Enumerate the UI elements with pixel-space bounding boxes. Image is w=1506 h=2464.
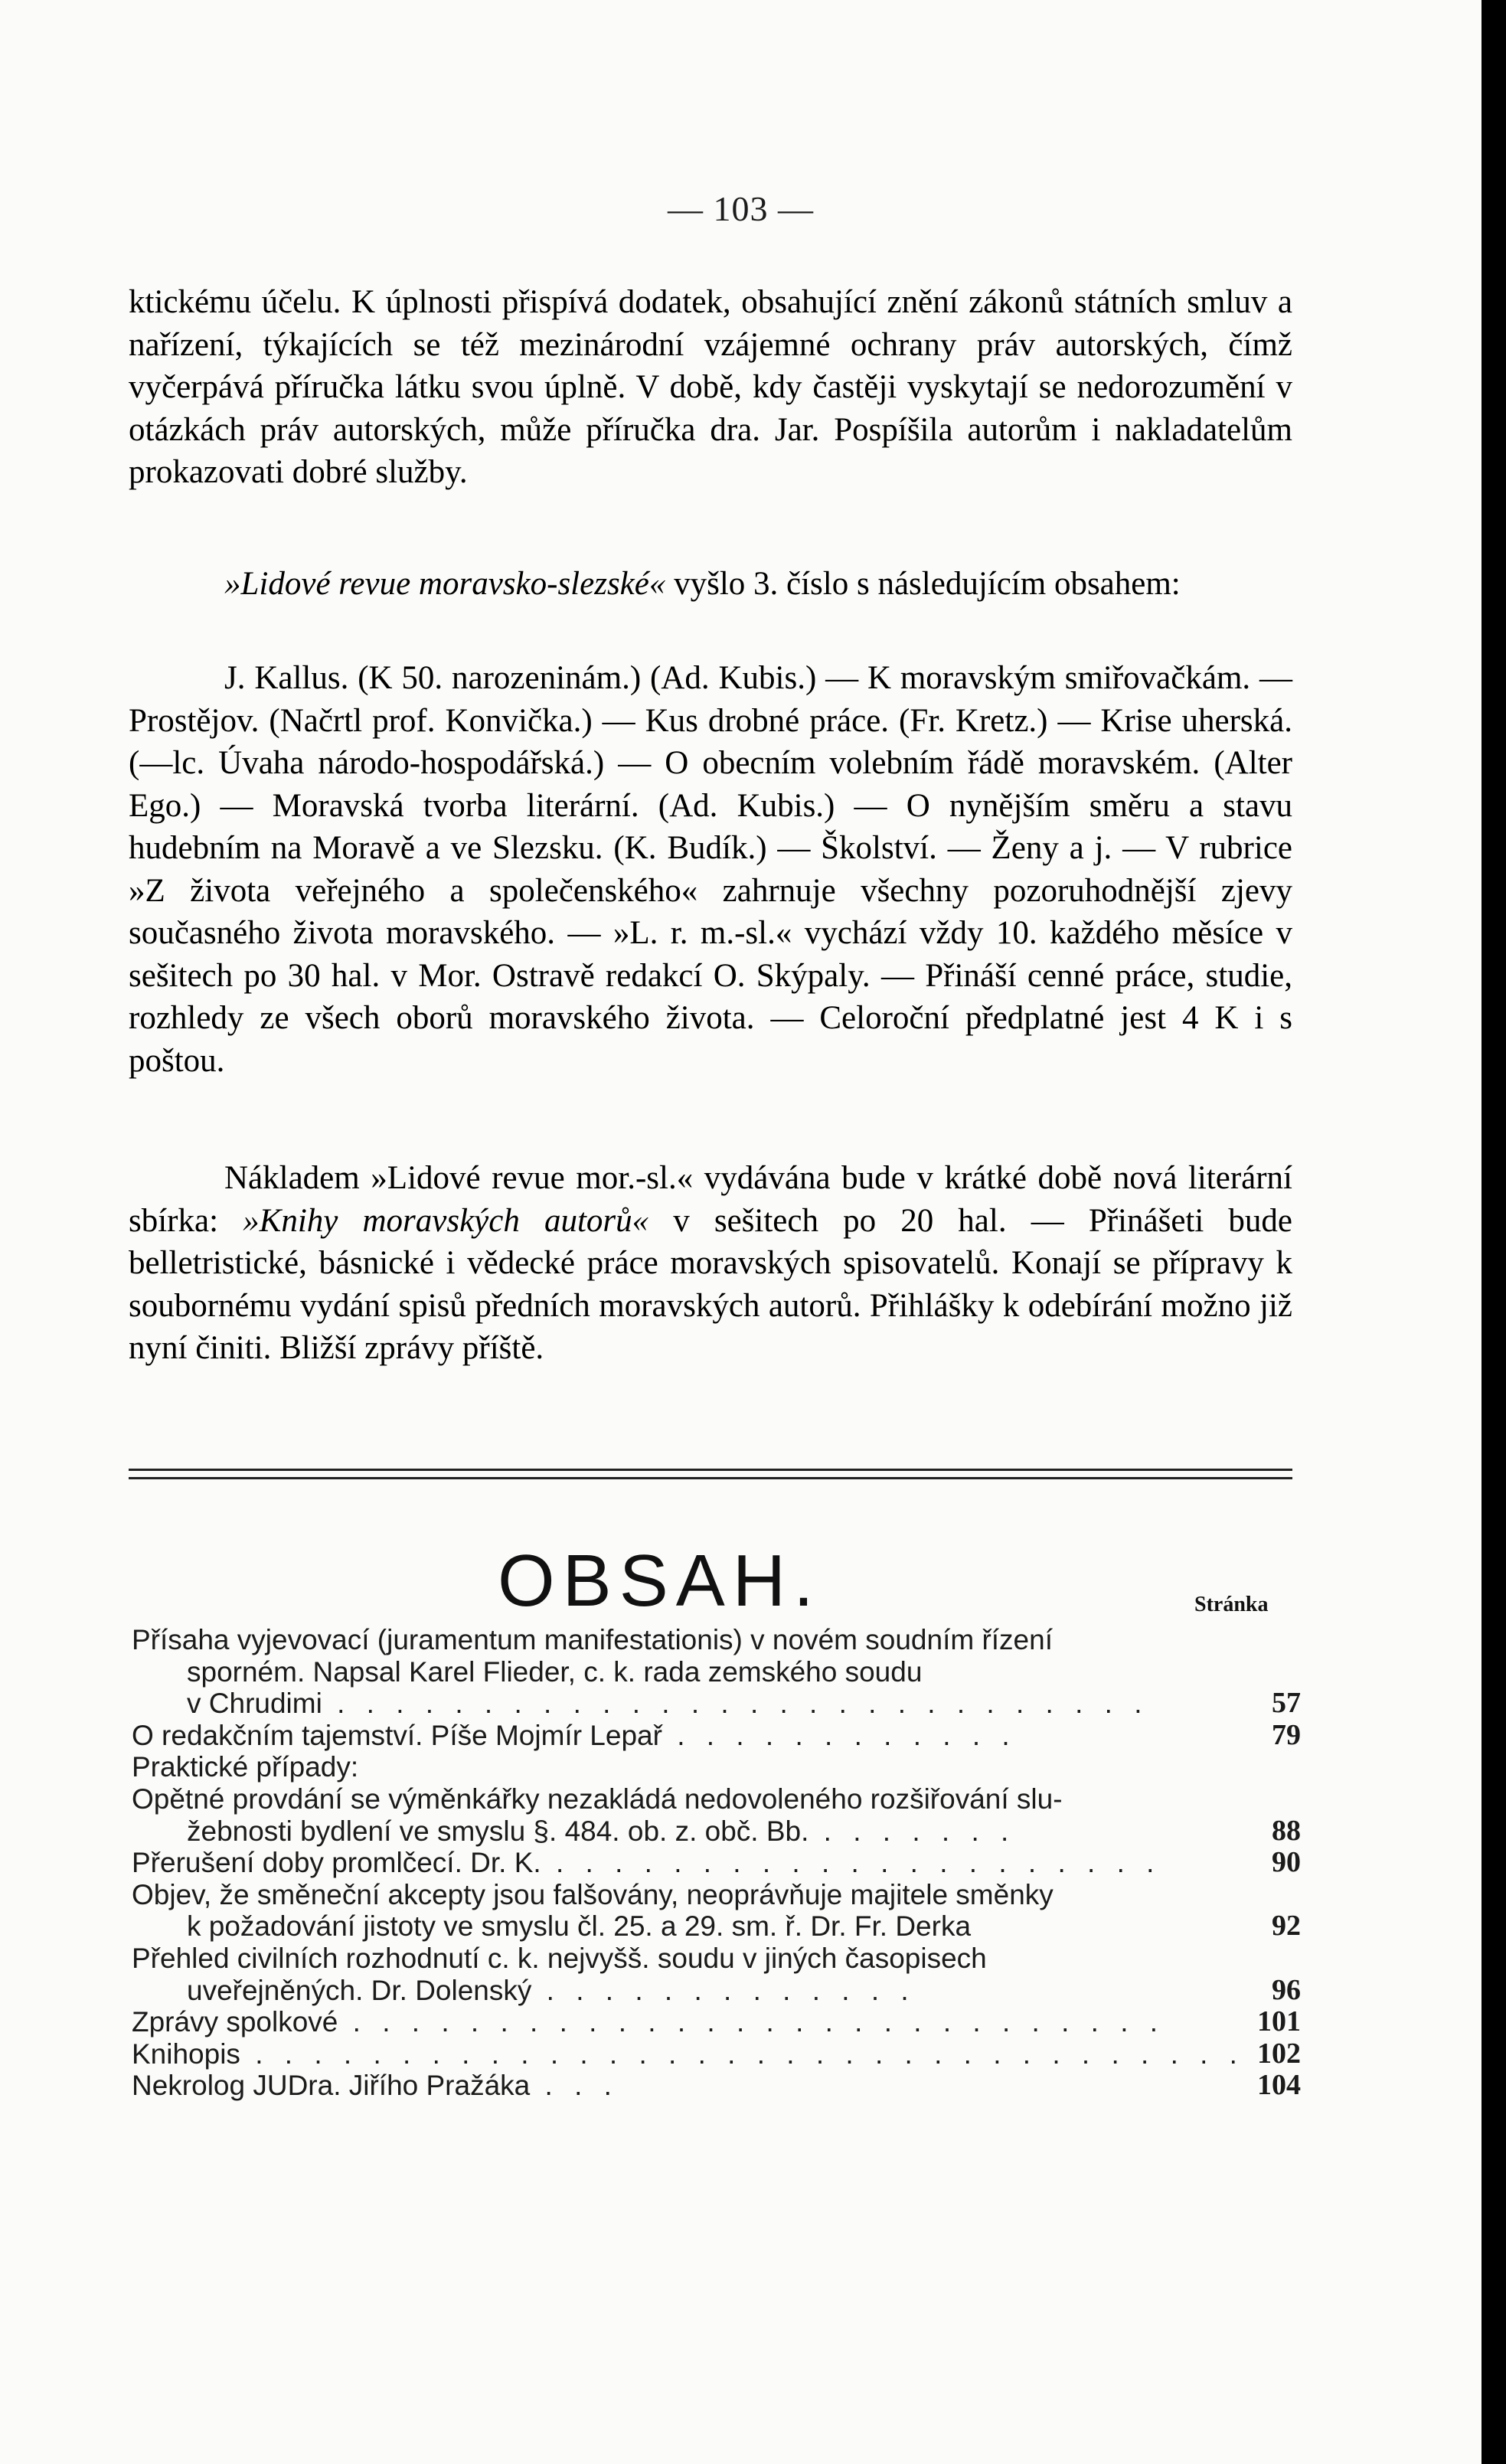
paragraph-text: Nákladem »Lidové revue mor.-sl.« vydávána bude v krátké době nová literární sbírka: [129, 1160, 1292, 1239]
toc-entry-line [132, 1910, 1301, 1943]
series-title: »Knihy moravských autorů« [243, 1202, 649, 1239]
toc-entry-line [132, 1720, 1301, 1752]
toc-page-number: 90 [1272, 1846, 1301, 1879]
toc-entry-line [132, 1975, 1301, 2007]
toc-page-number: 57 [1272, 1687, 1301, 1720]
toc-entry-text: Přísaha vyjevovací (juramentum manifestationis) v novém soudním řízení [132, 1624, 1053, 1655]
toc-entry-line [132, 1879, 1301, 1911]
toc-page-number: 101 [1257, 2005, 1301, 2038]
paragraph-text: v sešitech po 20 hal. — Přinášeti bude belletristické, básnické i vědecké práce moravských spisovatelů. Konají se přípravy k soubornému vydání spisů předních moravských autorů. Přihlášky k odebírání možno již nyní činiti. Bližší zprávy příště. [129, 1202, 1292, 1366]
toc-entry-line [132, 2006, 1301, 2038]
toc-entry-text: O redakčním tajemství. Píše Mojmír Lepař [132, 1719, 662, 1751]
toc-entry-text: Knihopis [132, 2038, 240, 2070]
toc-entry-text: žebnosti bydlení ve smyslu §. 484. ob. z. obč. Bb. [187, 1815, 809, 1847]
paragraph-lidove-revue-intro [129, 563, 1292, 606]
journal-title: »Lidové revue moravsko-slezské« [224, 566, 666, 602]
divider-rule [129, 1477, 1292, 1479]
toc-entry-line [132, 1656, 1301, 1688]
toc-entry-text: Objev, že směneční akcepty jsou falšovány, neoprávňuje majitele směnky [132, 1878, 1054, 1910]
toc-entry-text: Nekrolog JUDra. Jiřího Pražáka [132, 2070, 531, 2102]
dot-leader: . . . [530, 2070, 619, 2102]
toc-entry-line [132, 1688, 1301, 1720]
toc-entry-text: Přehled civilních rozhodnutí c. k. nejvyšš. soudu v jiných časopisech [132, 1942, 987, 1974]
dot-leader: . . . . . . . . . . . . . [531, 1974, 916, 2006]
toc-entry-text: uveřejněných. Dr. Dolenský [187, 1974, 532, 2006]
toc-entry-text: v Chrudimi [187, 1688, 322, 1720]
dot-leader: . . . . . . . . . . . . . . . . . . . . . [541, 1847, 1161, 1879]
toc-page-number: 96 [1272, 1973, 1301, 2006]
divider-rule [129, 1469, 1292, 1471]
toc-page-number: 88 [1272, 1814, 1301, 1847]
dot-leader: . . . . . . . . . . . . [662, 1719, 1017, 1751]
dot-leader: . . . . . . . . . . . . . . . . . . . . . . . . . . . . [322, 1688, 1149, 1720]
toc-entry-text: k požadování jistoty ve smyslu čl. 25. a 29. sm. ř. Dr. Fr. Derka [187, 1910, 972, 1943]
page-number: — 103 — [668, 189, 814, 228]
toc-entry-line [132, 2070, 1301, 2102]
toc-entry-line [132, 1815, 1301, 1848]
paragraph-book-series [129, 1157, 1292, 1370]
toc-entry-line [132, 1751, 1301, 1783]
toc-page-number: 79 [1272, 1718, 1301, 1751]
dot-leader: . . . . . . . . . . . . . . . . . . . . . . . . . . . . [338, 2006, 1165, 2038]
toc-page-number: 92 [1272, 1910, 1301, 1943]
toc-section-heading: Praktické případy: [132, 1751, 359, 1783]
page-column-label: Stránka [1194, 1593, 1269, 1616]
toc-entry-line [132, 2038, 1301, 2070]
toc-page-number: 102 [1257, 2037, 1301, 2070]
paragraph-text: vyšlo 3. číslo s následujícím obsahem: [665, 566, 1181, 602]
paragraph-review-end: ktickému účelu. K úplnosti přispívá dodatek, obsahující znění zákonů státních smluv a nařízení, týkajících se též mezinárodní vzájemné ochrany práv autorských, čímž vyčerpává příručka látku svou úplně. V době, kdy častěji vyskytají se nedorozumění v otázkách práv autorských, může příručka dra. Jar. Pospíšila autorům i nakladatelům prokazovati dobré služby. [129, 284, 1292, 490]
toc-entry-text: Přerušení doby promlčecí. Dr. K. [132, 1847, 541, 1879]
toc-entry-text: Opětné provdání se výměnkářky nezakládá nedovoleného rozšiřování slu- [132, 1783, 1063, 1815]
toc-page-number: 104 [1257, 2069, 1301, 2102]
dot-leader: . . . . . . . . . . . . . . . . . . . . . . . . . . . . . . . . . . [240, 2038, 1244, 2070]
toc-entry-line [132, 1847, 1301, 1879]
contents-title: OBSAH. [498, 1540, 822, 1622]
toc-entry-text: sporném. Napsal Karel Flieder, c. k. rada zemského soudu [187, 1655, 923, 1688]
toc-entry-line [132, 1624, 1301, 1656]
dot-leader: . . . . . . . [809, 1815, 1016, 1847]
toc-entry-line [132, 1783, 1301, 1815]
toc-entry-text: Zprávy spolkové [132, 2006, 338, 2038]
paragraph-issue-contents: J. Kallus. (K 50. narozeninám.) (Ad. Kubis.) — K moravským smiřovačkám. — Prostějov. (Načrtl prof. Konvička.) — Kus drobné práce. (Fr. Kretz.) — Krise uherská. (—lc. Úvaha národo-hospodářská.) — O obecním volebním řádě moravském. (Alter Ego.) — Moravská tvorba literární. (Ad. Kubis.) — O nynějším směru a stavu hudebním na Moravě a ve Slezsku. (K. Budík.) — Školství. — Ženy a j. — V rubrice »Z života veřejného a společenského« zahrnuje všechny pozoruhodnější zjevy současného života moravského. — »L. r. m.-sl.« vychází vždy 10. každého měsíce v sešitech po 30 hal. v Mor. Ostravě redakcí O. Skýpaly. — Přináší cenné práce, studie, rozhledy ze všech oborů moravského života. — Celoroční předplatné jest 4 K i s poštou. [129, 660, 1292, 1079]
table-of-contents [132, 1624, 1301, 2102]
toc-entry-line [132, 1943, 1301, 1975]
